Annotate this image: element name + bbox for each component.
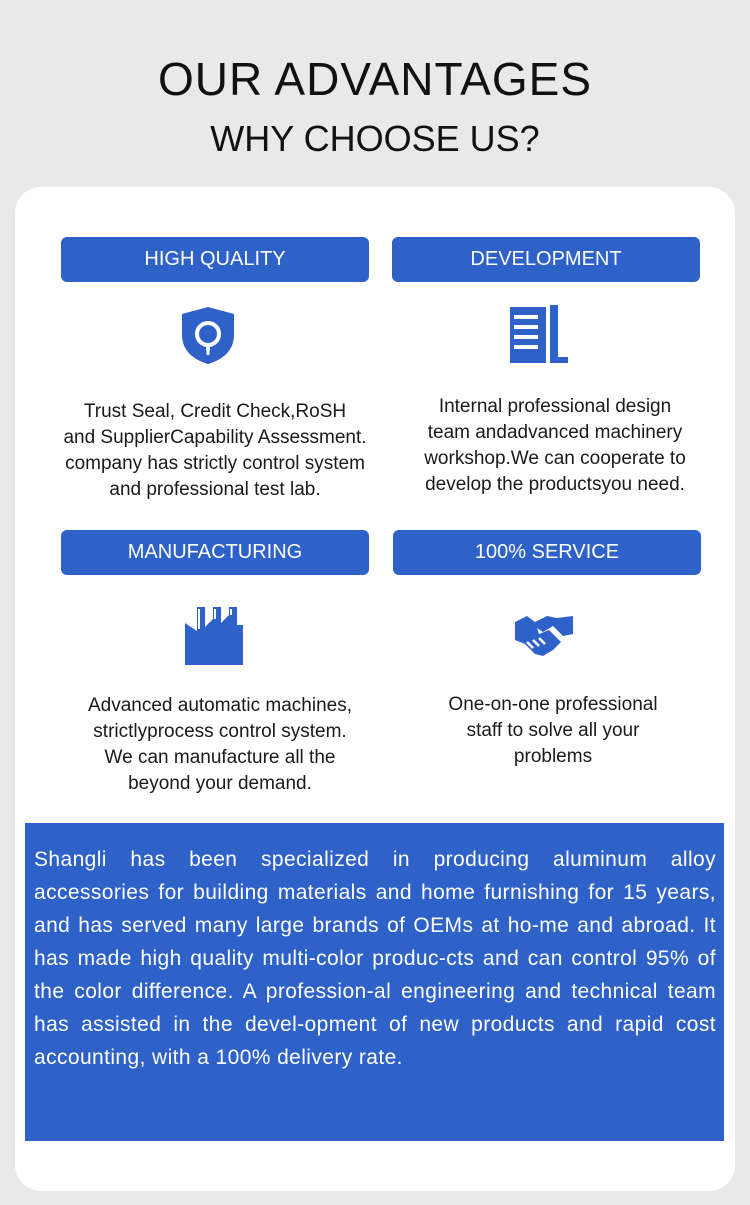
description-line: develop the productsyou need. — [425, 474, 685, 495]
handshake-icon — [513, 612, 575, 662]
manufacturing-description — [45, 693, 395, 797]
description-line: Trust Seal, Credit Check,RoSH — [83, 401, 347, 422]
page-subtitle: WHY CHOOSE US? — [210, 118, 540, 159]
description-line: problems — [513, 746, 593, 767]
building-icon — [508, 303, 570, 365]
development-label: DEVELOPMENT — [392, 237, 700, 282]
high-quality-label: HIGH QUALITY — [61, 237, 369, 282]
description-line: team andadvanced machinery — [427, 422, 683, 443]
high-quality-description — [30, 399, 400, 503]
description-line: Advanced automatic machines, — [87, 695, 353, 716]
company-intro-text: Shangli has been specialized in producing aluminum alloy accessories for building materials and home furnishing for 15 years, and has served many large brands of OEMs at ho-me and abroad. It has made high quality multi-color produc-cts and can control 95% of the color difference. A profession-al engineering and technical team has assisted in the devel-opment of new products and rapid cost accounting, with a 100% delivery rate. — [34, 848, 716, 1069]
shield-icon — [180, 305, 236, 365]
description-line: workshop.We can cooperate to — [424, 448, 686, 469]
description-line: We can manufacture all the — [104, 747, 336, 768]
description-line: strictlyprocess control system. — [93, 721, 347, 742]
description-line: Internal professional design — [438, 396, 672, 417]
company-intro-box — [25, 823, 724, 1141]
description-line: and SupplierCapability Assessment. — [63, 427, 367, 448]
service-description — [405, 692, 701, 770]
page-title: OUR ADVANTAGES — [157, 53, 593, 105]
description-line: staff to solve all your — [466, 720, 640, 741]
description-line: beyond your demand. — [128, 773, 312, 794]
manufacturing-label: MANUFACTURING — [61, 530, 369, 575]
service-label: 100% SERVICE — [393, 530, 701, 575]
development-description — [405, 394, 705, 498]
description-line: One-on-one professional — [448, 694, 658, 715]
description-line: and professional test lab. — [109, 479, 321, 500]
description-line: company has strictly control system — [65, 453, 365, 474]
factory-icon — [183, 605, 245, 667]
